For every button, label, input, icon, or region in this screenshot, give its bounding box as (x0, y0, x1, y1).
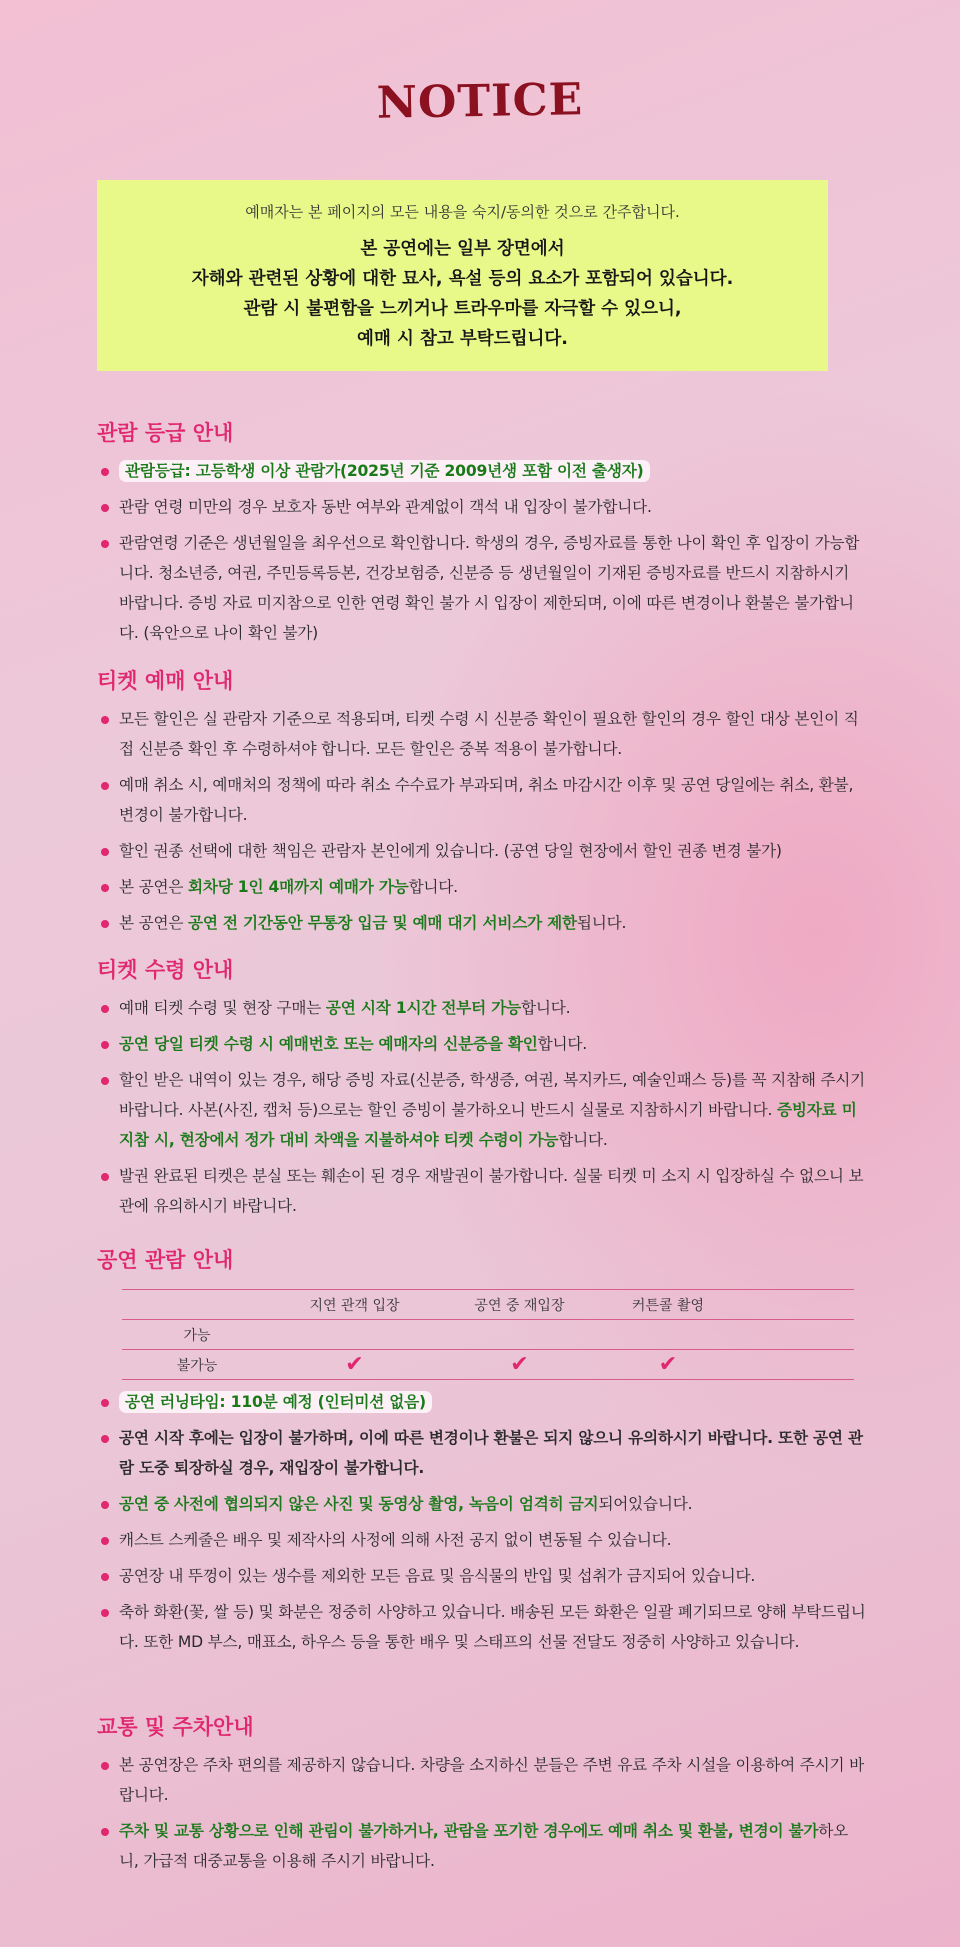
list-item: 예매 취소 시, 예매처의 정책에 따라 취소 수수료가 부과되며, 취소 마감시간 이후 및 공연 당일에는 취소, 환불, 변경이 불가합니다. (97, 770, 867, 830)
warning-line: 예매 시 참고 부탁드립니다. (357, 329, 568, 349)
list-item (97, 1387, 867, 1417)
viewing-section-title (97, 1245, 867, 1275)
viewing-section (97, 1387, 867, 1663)
check-icon: ✔ (345, 1351, 364, 1377)
list-item: 할인 권종 선택에 대한 책임은 관람자 본인에게 있습니다. (공연 당일 현장에서 할인 권종 변경 불가) (97, 836, 867, 866)
list-item: 본 공연장은 주차 편의를 제공하지 않습니다. 차량을 소지하신 분들은 주변 유료 주차 시설을 이용하여 주시기 바랍니다. (97, 1750, 867, 1810)
list-item: 본 공연은 회차당 1인 4매까지 예매가 가능합니다. (97, 872, 867, 902)
highlight-text: 공연 시작 1시간 전부터 가능 (325, 999, 521, 1017)
table-row (122, 1350, 854, 1380)
list-item: 관람연령 기준은 생년월일을 최우선으로 확인합니다. 학생의 경우, 증빙자료를 통한 나이 확인 후 입장이 가능합니다. 청소년증, 여권, 주민등록등본, 건강보험증, 신분증 등 생년월일이 기재된 증빙자료를 반드시 지참하시기 바랍니다. 증빙 자료 미지참으로 인한 연령 확인 불가 시 입장이 제한되며, 이에 따른 변경이나 환불은 불가합니다. (육안으로 나이 확인 불가) (97, 528, 867, 648)
content-warning-text (97, 234, 828, 354)
warning-line: 관람 시 불편함을 느끼거나 트라우마를 자극할 수 있으니, (243, 299, 682, 319)
column-header: 공연 중 재입장 (437, 1290, 602, 1320)
agreement-text: 예매자는 본 페이지의 모든 내용을 숙지/동의한 것으로 간주합니다. (245, 203, 680, 221)
table-header-row (122, 1290, 854, 1320)
list-item: 주차 및 교통 상황으로 인해 관림이 불가하거나, 관람을 포기한 경우에도 예매 취소 및 환불, 변경이 불가하오니, 가급적 대중교통을 이용해 주시기 바랍니다. (97, 1816, 867, 1876)
check-icon: ✔ (510, 1351, 529, 1377)
list-item (97, 456, 867, 486)
list-item: 공연장 내 뚜껑이 있는 생수를 제외한 모든 음료 및 음식물의 반입 및 섭취가 금지되어 있습니다. (97, 1561, 867, 1591)
list-item: 모든 할인은 실 관람자 기준으로 적용되며, 티켓 수령 시 신분증 확인이 필요한 할인의 경우 할인 대상 본인이 직접 신분증 확인 후 수령하셔야 합니다. 모든 할인은 중복 적용이 불가합니다. (97, 704, 867, 764)
pickup-section (97, 955, 867, 1227)
booking-section (97, 666, 867, 944)
list-item: 공연 당일 티켓 수령 시 예매번호 또는 예매자의 신분증을 확인합니다. (97, 1029, 867, 1059)
warning-line: 자해와 관련된 상황에 대한 묘사, 욕설 등의 요소가 포함되어 있습니다. (191, 269, 734, 289)
highlight-text: 회차당 1인 4매까지 예매가 가능 (187, 878, 409, 896)
rating-section (97, 418, 867, 654)
content-warning-box (97, 180, 828, 371)
warning-line: 본 공연에는 일부 장면에서 (360, 239, 565, 259)
section-title: 교통 및 주차안내 (97, 1715, 254, 1739)
row-label: 가능 (122, 1320, 272, 1350)
running-time-badge: 공연 러닝타임: 110분 예정 (인터미션 없음) (119, 1391, 432, 1413)
list-item: 축하 화환(꽃, 쌀 등) 및 화분은 정중히 사양하고 있습니다. 배송된 모든 화환은 일괄 폐기되므로 양해 부탁드립니다. 또한 MD 부스, 매표소, 하우스 등을 통한 배우 및 스태프의 선물 전달도 정중히 사양하고 있습니다. (97, 1597, 867, 1657)
viewing-policy-table (122, 1289, 854, 1380)
rating-badge: 관람등급: 고등학생 이상 관람가(2025년 기준 2009년생 포함 이전 출생자) (119, 460, 650, 482)
traffic-section (97, 1712, 867, 1882)
row-label: 불가능 (122, 1350, 272, 1380)
section-title: 공연 관람 안내 (97, 1248, 234, 1272)
list-item: 공연 시작 후에는 입장이 불가하며, 이에 따른 변경이나 환불은 되지 않으니 유의하시기 바랍니다. 또한 공연 관람 도중 퇴장하실 경우, 재입장이 불가합니다. (97, 1423, 867, 1483)
highlight-text: 공연 중 사전에 협의되지 않은 사진 및 동영상 촬영, 녹음이 엄격히 금지 (119, 1495, 599, 1513)
notice-title: NOTICE (376, 74, 584, 129)
section-title: 티켓 수령 안내 (97, 958, 234, 982)
highlight-text: 공연 당일 티켓 수령 시 예매번호 또는 예매자의 신분증을 확인 (119, 1035, 538, 1053)
highlight-text: 주차 및 교통 상황으로 인해 관림이 불가하거나, 관람을 포기한 경우에도 예매 취소 및 환불, 변경이 불가 (119, 1822, 819, 1840)
list-item: 캐스트 스케줄은 배우 및 제작사의 사정에 의해 사전 공지 없이 변동될 수 있습니다. (97, 1525, 867, 1555)
column-header: 지연 관객 입장 (272, 1290, 437, 1320)
section-title: 티켓 예매 안내 (97, 669, 234, 693)
list-item: 할인 받은 내역이 있는 경우, 해당 증빙 자료(신분증, 학생증, 여권, 복지카드, 예술인패스 등)를 꼭 지참해 주시기 바랍니다. 사본(사진, 캡처 등)으로는 할인 증빙이 불가하오니 반드시 실물로 지참하시기 바랍니다. 증빙자료 미지참 시, 현장에서 정가 대비 차액을 지불하셔야 티켓 수령이 가능합니다. (97, 1065, 867, 1155)
highlight-text: 증빙자료 미지참 시, 현장에서 정가 대비 차액을 지불하셔야 티켓 수령이 가능 (119, 1101, 857, 1149)
list-item: 본 공연은 공연 전 기간동안 무통장 입금 및 예매 대기 서비스가 제한됩니다. (97, 908, 867, 938)
highlight-text: 공연 전 기간동안 무통장 입금 및 예매 대기 서비스가 제한 (187, 914, 577, 932)
table-row (122, 1320, 854, 1350)
list-item: 관람 연령 미만의 경우 보호자 동반 여부와 관계없이 객석 내 입장이 불가합니다. (97, 492, 867, 522)
list-item: 공연 중 사전에 협의되지 않은 사진 및 동영상 촬영, 녹음이 엄격히 금지되어있습니다. (97, 1489, 867, 1519)
section-title: 관람 등급 안내 (97, 421, 234, 445)
list-item: 발권 완료된 티켓은 분실 또는 훼손이 된 경우 재발권이 불가합니다. 실물 티켓 미 소지 시 입장하실 수 없으니 보관에 유의하시기 바랍니다. (97, 1161, 867, 1221)
column-header: 커튼콜 촬영 (602, 1290, 734, 1320)
check-icon: ✔ (658, 1351, 678, 1377)
list-item: 예매 티켓 수령 및 현장 구매는 공연 시작 1시간 전부터 가능합니다. (97, 993, 867, 1023)
